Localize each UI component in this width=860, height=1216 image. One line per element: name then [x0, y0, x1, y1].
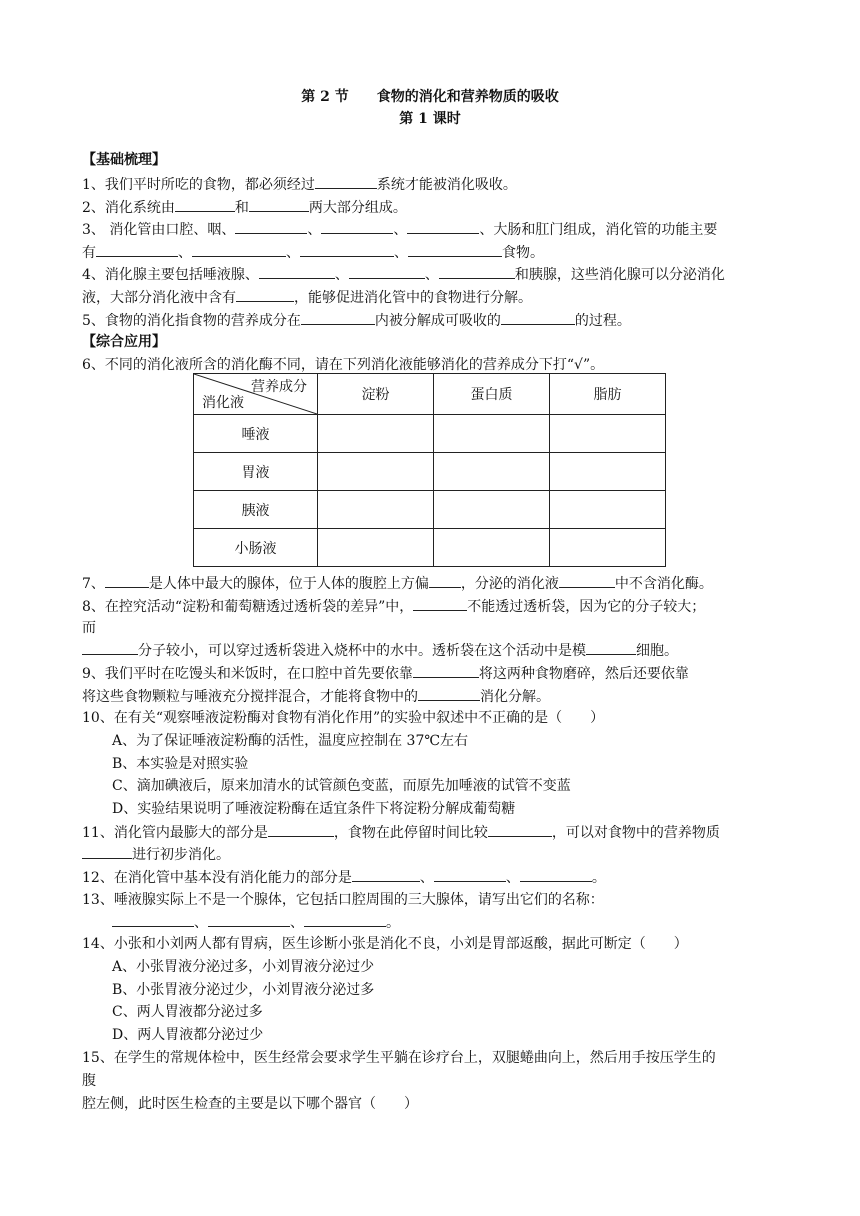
q3-text: 有: [82, 245, 96, 261]
answer-blank[interactable]: [304, 912, 386, 927]
question-12: [82, 867, 782, 888]
q5-text: 内被分解成可吸收的: [374, 313, 501, 329]
answer-blank[interactable]: [301, 310, 375, 325]
q3-text: 、大肠和肛门组成，消化管的功能主要: [479, 222, 718, 238]
option-c[interactable]: C、两人胃液都分泌过多: [112, 1004, 263, 1020]
option-b[interactable]: B、小张胃液分泌过少，小刘胃液分泌过多: [112, 982, 375, 998]
page-title: 第 2 节 食物的消化和营养物质的吸收: [301, 89, 559, 105]
check-cell[interactable]: [550, 529, 666, 567]
q3-text: 食物。: [502, 245, 544, 261]
answer-blank[interactable]: [559, 573, 615, 588]
option-a[interactable]: A、为了保证唾液淀粉酶的活性，温度应控制在 37℃左右: [112, 733, 469, 749]
q4-text: 液，大部分消化液中含有: [82, 290, 236, 306]
table-row: [194, 529, 666, 567]
q9-text: 消化分解。: [480, 689, 550, 705]
question-7: [82, 573, 782, 594]
q4-text: ，能够促进消化管中的食物进行分解。: [294, 290, 532, 306]
q8-text: 分子较小，可以穿过透析袋进入烧杯中的水中。透析袋在这个活动中是模: [138, 643, 586, 659]
q8-text: 细胞。: [636, 643, 678, 659]
question-10: 10、在有关“观察唾液淀粉酶对食物有消化作用”的实验中叙述中不正确的是（ ）: [82, 710, 605, 726]
row-header: 胰液: [194, 491, 318, 529]
row-header: 小肠液: [194, 529, 318, 567]
answer-blank[interactable]: [321, 219, 393, 234]
option-a[interactable]: A、小张胃液分泌过多，小刘胃液分泌过少: [112, 959, 375, 975]
answer-blank[interactable]: [408, 242, 502, 257]
answer-blank[interactable]: [82, 640, 138, 655]
question-14: 14、小张和小刘两人都有胃病，医生诊断小张是消化不良，小刘是胃部返酸，据此可断定（ ）: [82, 936, 688, 952]
question-8-line-3: [82, 640, 782, 661]
answer-blank[interactable]: [82, 844, 132, 859]
q5-text: 5、食物的消化指食物的营养成分在: [82, 313, 301, 329]
question-9-line-1: [82, 663, 782, 684]
check-cell[interactable]: [318, 529, 434, 567]
section-heading-basic: 【基础梳理】: [82, 152, 166, 168]
question-6: 6、不同的消化液所含的消化酶不同，请在下列消化液能够消化的营养成分下打“√”。: [82, 357, 605, 373]
q3-text: 、: [307, 222, 322, 238]
q2-text: 2、消化系统由: [82, 200, 175, 216]
option-c[interactable]: C、滴加碘液后，原来加清水的试管颜色变蓝，而原先加唾液的试管不变蓝: [112, 778, 571, 794]
q3-text: 、: [394, 245, 408, 261]
question-8-line-1: [82, 596, 782, 617]
check-cell[interactable]: [434, 415, 550, 453]
answer-blank[interactable]: [501, 310, 575, 325]
q4-text: 、: [424, 267, 439, 283]
answer-blank[interactable]: [413, 663, 479, 678]
q13-text: 。: [386, 915, 400, 931]
answer-blank[interactable]: [418, 686, 480, 701]
table-row: [194, 415, 666, 453]
answer-blank[interactable]: [586, 640, 636, 655]
q12-text: 12、在消化管中基本没有消化能力的部分是: [82, 870, 352, 886]
answer-blank[interactable]: [439, 264, 515, 279]
answer-blank[interactable]: [315, 174, 377, 189]
table-row: [194, 491, 666, 529]
check-cell[interactable]: [550, 491, 666, 529]
question-4-line-2: [82, 287, 782, 308]
q11-text: ，食物在此停留时间比较: [333, 825, 488, 841]
answer-blank[interactable]: [413, 596, 467, 611]
q7-text: 中不含消化酶。: [614, 576, 713, 592]
answer-blank[interactable]: [112, 912, 194, 927]
check-cell[interactable]: [318, 491, 434, 529]
q3-text: 、: [393, 222, 408, 238]
q2-text: 两大部分组成。: [308, 200, 407, 216]
q7-text: ，分泌的消化液: [460, 576, 559, 592]
column-header: 脂肪: [550, 374, 666, 415]
column-header: 淀粉: [318, 374, 434, 415]
enzyme-table: [193, 373, 666, 567]
answer-blank[interactable]: [520, 867, 592, 882]
page-subtitle: 第 1 课时: [399, 111, 461, 127]
answer-blank[interactable]: [249, 197, 309, 212]
q13-text: 、: [194, 915, 208, 931]
q9-text: 9、我们平时在吃馒头和米饭时，在口腔中首先要依靠: [82, 666, 413, 682]
q7-text: 7、: [82, 576, 105, 592]
question-13-line-1: 13、唾液腺实际上不是一个腺体，它包括口腔周围的三大腺体，请写出它们的名称：: [82, 892, 604, 908]
answer-blank[interactable]: [236, 287, 294, 302]
q4-text: 4、消化腺主要包括唾液腺、: [82, 267, 259, 283]
q13-text: 、: [290, 915, 304, 931]
question-2: [82, 197, 782, 218]
section-heading-apply: 【综合应用】: [82, 334, 166, 350]
q12-text: 、: [419, 870, 434, 886]
question-9-line-2: [82, 686, 782, 707]
corner-label-nutrient: 营养成分: [251, 379, 307, 395]
table-header-row: [194, 374, 666, 415]
check-cell[interactable]: [318, 453, 434, 491]
check-cell[interactable]: [550, 415, 666, 453]
q3-text: 、: [178, 245, 192, 261]
answer-blank[interactable]: [300, 242, 394, 257]
question-11-line-1: [82, 822, 782, 843]
answer-blank[interactable]: [105, 573, 149, 588]
q8-text: 8、在控究活动“淀粉和葡萄糖透过透析袋的差异”中，: [82, 599, 414, 615]
answer-blank[interactable]: [429, 573, 461, 588]
option-b[interactable]: B、本实验是对照实验: [112, 756, 249, 772]
q1-text: 1、我们平时所吃的食物，都必须经过: [82, 177, 315, 193]
answer-blank[interactable]: [349, 264, 425, 279]
option-d[interactable]: D、两人胃液都分泌过少: [112, 1027, 264, 1043]
question-3-line-2: [82, 242, 782, 263]
option-d[interactable]: D、实验结果说明了唾液淀粉酶在适宜条件下将淀粉分解成葡萄糖: [112, 801, 516, 817]
question-15-line-1: 15、在学生的常规体检中，医生经常会要求学生平躺在诊疗台上，双腿蜷曲向上，然后用手按压学生的: [82, 1050, 716, 1066]
question-4-line-1: [82, 264, 782, 285]
question-15-line-2: 腹: [82, 1073, 96, 1089]
table-row: [194, 453, 666, 491]
q3-text: 3、 消化管由口腔、咽、: [82, 222, 236, 238]
q11-text: ，可以对食物中的营养物质: [551, 825, 720, 841]
q7-text: 是人体中最大的腺体，位于人体的腹腔上方偏: [148, 576, 429, 592]
check-cell[interactable]: [434, 453, 550, 491]
check-cell[interactable]: [318, 415, 434, 453]
table-corner-cell: [194, 374, 318, 415]
q12-text: 、: [505, 870, 520, 886]
question-13-line-2: [112, 912, 812, 933]
answer-blank[interactable]: [175, 197, 235, 212]
question-3-line-1: [82, 219, 782, 240]
q2-text: 和: [234, 200, 249, 216]
q9-text: 将这些食物颗粒与唾液充分搅拌混合，才能将食物中的: [82, 689, 418, 705]
answer-blank[interactable]: [434, 867, 506, 882]
q3-text: 、: [286, 245, 300, 261]
question-5: [82, 310, 782, 331]
q1-text: 系统才能被消化吸收。: [376, 177, 517, 193]
answer-blank[interactable]: [407, 219, 479, 234]
answer-blank[interactable]: [96, 242, 178, 257]
answer-blank[interactable]: [488, 822, 552, 837]
question-15-line-3: 腔左侧，此时医生检查的主要是以下哪个器官（ ）: [82, 1096, 418, 1112]
q8-text: 不能透过透析袋，因为它的分子较大；: [467, 599, 706, 615]
q11-text: 进行初步消化。: [132, 847, 230, 863]
question-8-line-2: 而: [82, 620, 96, 636]
column-header: 蛋白质: [434, 374, 550, 415]
answer-blank[interactable]: [268, 822, 334, 837]
q9-text: 将这两种食物磨碎，然后还要依靠: [478, 666, 689, 682]
q4-text: 、: [334, 267, 349, 283]
check-cell[interactable]: [550, 453, 666, 491]
row-header: 胃液: [194, 453, 318, 491]
check-cell[interactable]: [434, 491, 550, 529]
q12-text: 。: [591, 870, 606, 886]
q4-text: 和胰腺，这些消化腺可以分泌消化: [514, 267, 725, 283]
answer-blank[interactable]: [235, 219, 307, 234]
answer-blank[interactable]: [192, 242, 286, 257]
question-1: [82, 174, 782, 195]
question-11-line-2: [82, 844, 782, 865]
answer-blank[interactable]: [259, 264, 335, 279]
q11-text: 11、消化管内最膨大的部分是: [82, 825, 268, 841]
answer-blank[interactable]: [208, 912, 290, 927]
check-cell[interactable]: [434, 529, 550, 567]
row-header: 唾液: [194, 415, 318, 453]
q5-text: 的过程。: [574, 313, 631, 329]
corner-label-fluid: 消化液: [202, 395, 244, 411]
answer-blank[interactable]: [352, 867, 420, 882]
